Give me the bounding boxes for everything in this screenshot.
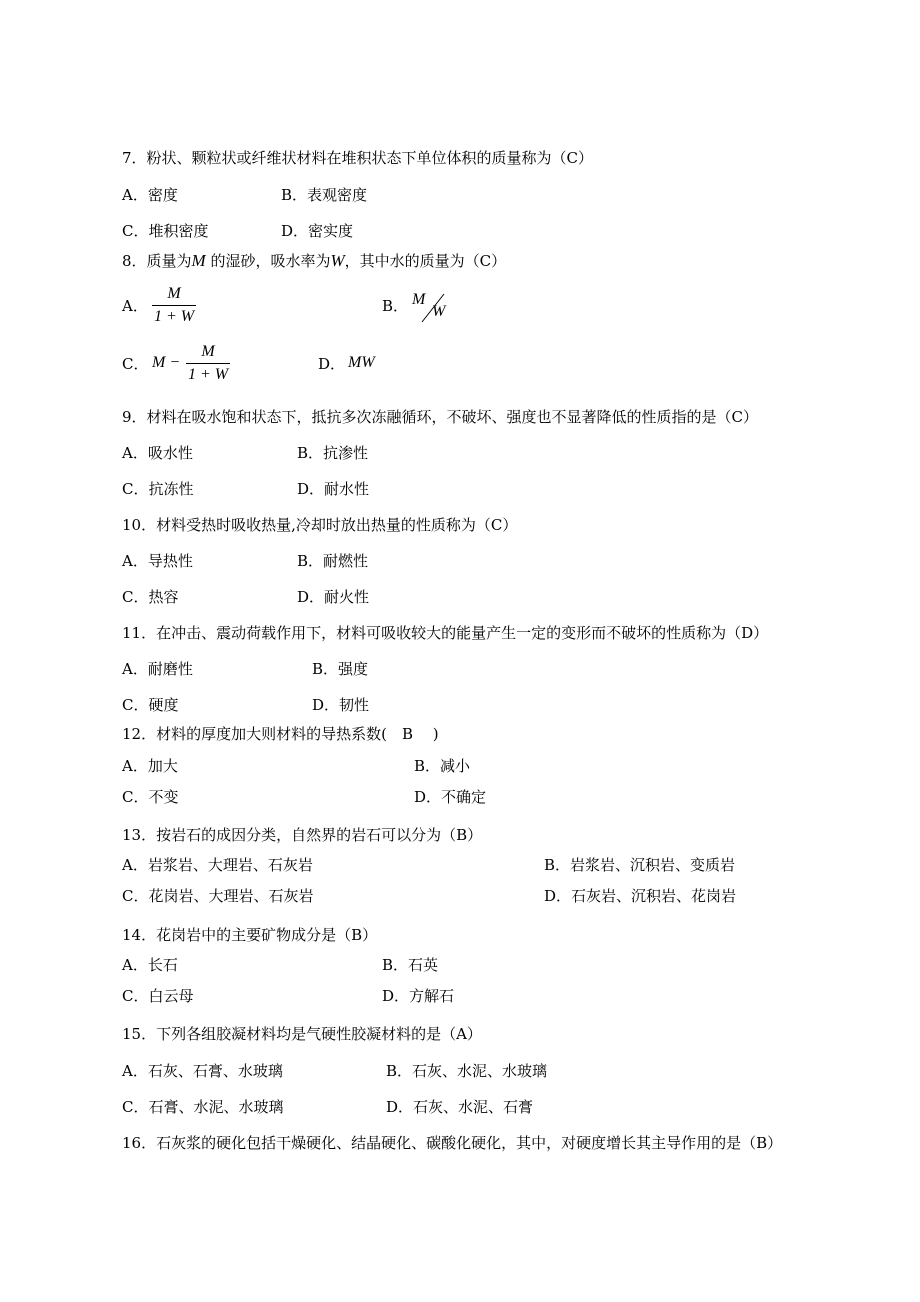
question-8-option-b-den: W: [432, 303, 446, 320]
question-9-option-a: A．吸水性: [122, 444, 193, 462]
question-8-stem: 8．质量为M 的湿砂，吸水率为W，其中水的质量为（C）: [122, 251, 507, 270]
question-8-option-c-fraction: M 1 + W: [187, 343, 229, 383]
question-14-option-a: A．长石: [122, 956, 178, 974]
question-7-option-b: B．表观密度: [281, 186, 368, 204]
question-9-stem: 9．材料在吸水饱和状态下，抵抗多次冻融循环，不破坏、强度也不显著降低的性质指的是（C）: [122, 408, 759, 426]
question-15-option-c: C．石膏、水泥、水玻璃: [122, 1098, 284, 1116]
variable-m: M: [191, 251, 206, 270]
question-10-stem: 10．材料受热时吸收热量,冷却时放出热量的性质称为（C）: [122, 516, 518, 534]
variable-w: W: [330, 251, 345, 270]
question-9-option-c: C．抗冻性: [122, 480, 194, 498]
question-11-stem: 11．在冲击、震动荷载作用下，材料可吸收较大的能量产生一定的变形而不破坏的性质称为（D）: [122, 624, 769, 642]
question-8-option-c-lead: M −: [152, 354, 181, 371]
question-12-option-b: B．减小: [414, 757, 471, 775]
question-15-stem: 15．下列各组胶凝材料均是气硬性胶凝材料的是（A）: [122, 1025, 482, 1043]
question-12-option-d: D．不确定: [414, 788, 487, 806]
question-16-stem: 16．石灰浆的硬化包括干燥硬化、结晶硬化、碳酸化硬化，其中，对硬度增长其主导作用的是（B）: [122, 1134, 783, 1152]
question-12-stem: 12．材料的厚度加大则材料的导热系数( B ): [122, 725, 439, 743]
question-8-option-d-label: D．: [318, 355, 346, 373]
question-13-option-b: B．岩浆岩、沉积岩、变质岩: [544, 856, 736, 874]
question-8-option-b-num: M: [412, 291, 426, 308]
question-15-option-b: B．石灰、水泥、水玻璃: [386, 1062, 548, 1080]
question-13-option-d: D．石灰岩、沉积岩、花岗岩: [544, 887, 737, 905]
question-7-option-d: D．密实度: [281, 222, 354, 240]
question-8-option-d-expr: MW: [348, 354, 375, 371]
question-13-option-c: C．花岗岩、大理岩、石灰岩: [122, 887, 314, 905]
question-10-option-c: C．热容: [122, 588, 179, 606]
question-8-option-a-fraction: M 1 + W: [153, 285, 195, 325]
question-14-option-c: C．白云母: [122, 987, 194, 1005]
question-13-option-a: A．岩浆岩、大理岩、石灰岩: [122, 856, 313, 874]
question-9-option-d: D．耐水性: [297, 480, 370, 498]
question-8-option-a-label: A．: [122, 297, 148, 315]
question-11-option-b: B．强度: [312, 660, 369, 678]
question-11-option-c: C．硬度: [122, 696, 179, 714]
question-11-option-d: D．韧性: [312, 696, 370, 714]
question-14-option-d: D．方解石: [382, 987, 455, 1005]
question-7-stem: 7．粉状、颗粒状或纤维状材料在堆积状态下单位体积的质量称为（C）: [122, 149, 594, 167]
question-10-option-d: D．耐火性: [297, 588, 370, 606]
question-15-option-a: A．石灰、石膏、水玻璃: [122, 1062, 283, 1080]
question-7-option-a: A．密度: [122, 186, 178, 204]
question-9-option-b: B．抗渗性: [297, 444, 369, 462]
question-15-option-d: D．石灰、水泥、石膏: [386, 1098, 534, 1116]
question-12-option-a: A．加大: [122, 757, 178, 775]
question-8-option-c-label: C．: [122, 355, 149, 373]
question-11-option-a: A．耐磨性: [122, 660, 193, 678]
question-8-option-b-label: B．: [382, 297, 409, 315]
question-14-stem: 14．花岗岩中的主要矿物成分是（B）: [122, 926, 378, 944]
question-10-option-b: B．耐燃性: [297, 552, 369, 570]
question-14-option-b: B．石英: [382, 956, 439, 974]
question-10-option-a: A．导热性: [122, 552, 193, 570]
question-12-option-c: C．不变: [122, 788, 179, 806]
question-7-option-c: C．堆积密度: [122, 222, 209, 240]
question-13-stem: 13．按岩石的成因分类，自然界的岩石可以分为（B）: [122, 826, 483, 844]
